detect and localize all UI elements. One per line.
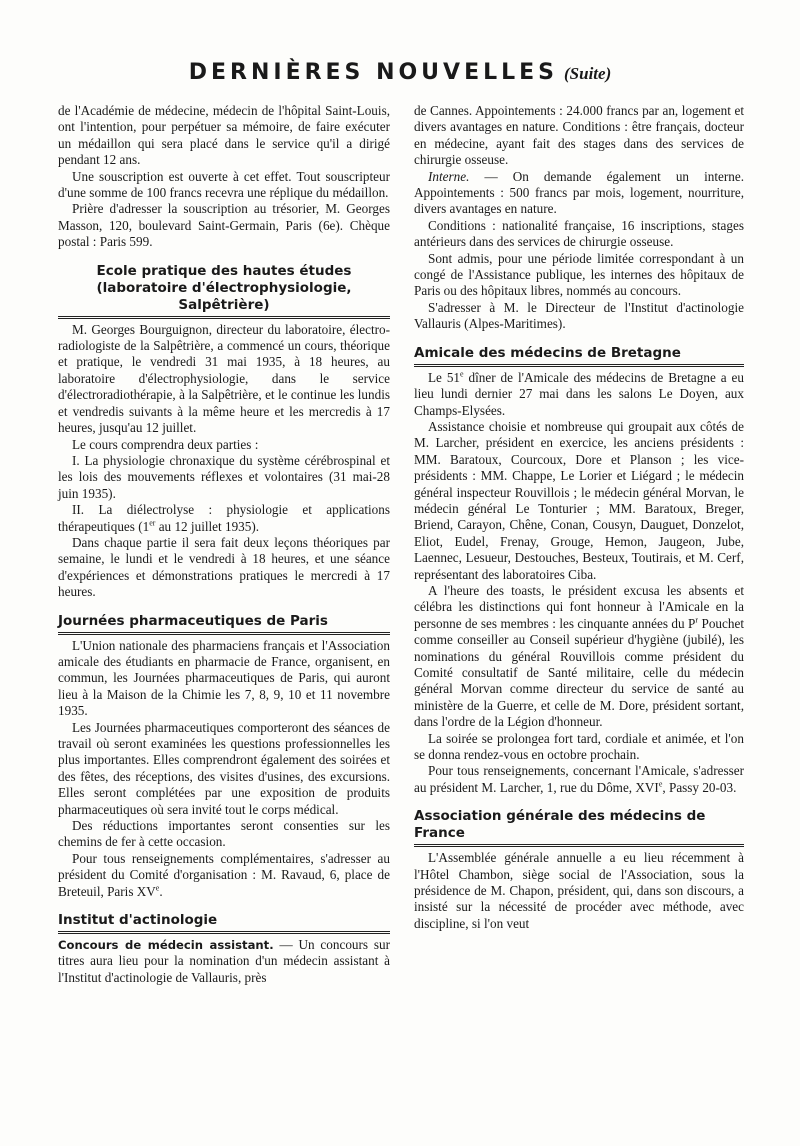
institut-cont-paragraph-5: S'adresser à M. le Directeur de l'Institut d'actinologie Vallauris (Alpes-Maritimes). xyxy=(414,299,744,332)
page-header xyxy=(0,60,800,85)
ecole-p4-sup: er xyxy=(149,518,156,528)
interne-lead: Interne. xyxy=(428,168,470,184)
journees-paragraph-3: Des réductions importantes seront consenties sur les chemins de fer à cette occasion. xyxy=(58,818,390,850)
amicale-p1-text-b: dîner de l'Amicale des médecins de Bretagne a eu lieu lundi dernier 27 mai dans les salons Le Doyen, aux Champs-Elysées. xyxy=(414,369,744,418)
ecole-paragraph-4 xyxy=(58,502,390,535)
section-association xyxy=(414,808,744,932)
association-paragraph-1: L'Assemblée générale annuelle a eu lieu récemment à l'Hôtel Chambon, siège social de l'Association, sous la présidence de M. Chapon, président, qui, dans son discours, a insisté sur la nécessité de procéder avec méthode, avec discipline, si l'on veut xyxy=(414,850,744,931)
section-title-association: Association générale des médecins de France xyxy=(414,808,744,847)
journees-paragraph-2: Les Journées pharmaceutiques comporteront des séances de travail où seront examinées les questions professionnelles les plus importantes. Elles comprendront également des soirées et des fêtes, des réceptions, des visites d'usines, des excursions. Elles seront complétées par une exposition de produits pharmaceutiques où sera invité tout le corps médical. xyxy=(58,719,390,817)
ecole-paragraph-3: I. La physiologie chronaxique du système cérébrospinal et les lois des mouvements réflexes et volontaires (31 mai-28 juin 1935). xyxy=(58,452,390,501)
intro-paragraph-3: Prière d'adresser la souscription au trésorier, M. Georges Masson, 120, boulevard Saint-Germain, Paris (6e). Chèque postal : Paris 599. xyxy=(58,201,390,250)
institut-cont-paragraph-3: Conditions : nationalité française, 16 inscriptions, stages antérieurs dans des services de chirurgie osseuse. xyxy=(414,217,744,250)
institut-cont-paragraph-1: de Cannes. Appointements : 24.000 francs par an, logement et divers avantages en nature. Conditions : être français, docteur en médecine, ayant fait des stages dans des services de chirurgie osseuse. xyxy=(414,103,744,168)
amicale-p3-text-b: Pouchet comme conseiller au Conseil supérieur d'hygiène (jubilé), les nominations du général Rouvillois comme président du Comité consultatif de Santé militaire, celle du médecin général Morvan comme directeur du service de santé au ministère de la Guerre, et celle de M. Dore, président sortant, dans l'ordre de la Légion d'honneur. xyxy=(414,615,744,730)
amicale-paragraph-5 xyxy=(414,763,744,796)
intro-paragraph-2: Une souscription est ouverte à cet effet. Tout souscripteur d'une somme de 100 francs recevra une réplique du médaillon. xyxy=(58,168,390,201)
journees-p4-text-a: Pour tous renseignements complémentaires, s'adresser au président du Comité d'organisation : M. Ravaud, 6, place de Breteuil, Paris XV xyxy=(58,850,390,899)
institut-cont-paragraph-2 xyxy=(414,169,744,218)
section-ecole xyxy=(58,263,390,601)
institut-lead: Concours de médecin assistant. xyxy=(58,938,274,953)
section-amicale xyxy=(414,345,744,797)
amicale-paragraph-2: Assistance choisie et nombreuse qui groupait aux côtés de M. Larcher, président en exercice, les anciens présidents : MM. Baratoux, Courcoux, Dore et Planson ; les vice-présidents : MM. Chappe, Le Lorier et Liégard ; le médecin général inspecteur Rouvillois ; le médecin général Morvan, le médecin général Le Tonturier ; MM. Baratoux, Breger, Briend, Carayon, Chêne, Conan, Cousyn, Dauguet, Donzelot, Eliot, Eudel, Frenay, Grouge, Hemon, Jaugeon, Jube, Laennec, Lesueur, Destouches, Besteux, Toutirais, et M. Cerf, représentant des laboratoires Ciba. xyxy=(414,418,744,582)
journees-paragraph-4 xyxy=(58,851,390,900)
section-title-ecole: Ecole pratique des hautes études (laboratoire d'électrophysiologie, Salpêtrière) xyxy=(58,263,390,319)
ecole-p4-text-a: II. La diélectrolyse : physiologie et applications thérapeutiques (1 xyxy=(58,502,390,534)
section-title-institut: Institut d'actinologie xyxy=(58,912,390,934)
section-title-amicale: Amicale des médecins de Bretagne xyxy=(414,345,744,367)
amicale-paragraph-1 xyxy=(414,370,744,419)
left-column xyxy=(58,103,390,986)
ecole-paragraph-2: Le cours comprendra deux parties : xyxy=(72,436,259,452)
interne-text: — On demande également un interne. Appointements : 500 francs par mois, logement, nourriture, divers avantages en nature. xyxy=(414,168,744,217)
ecole-p4-text-b: au 12 juillet 1935). xyxy=(155,518,260,534)
header-title: DERNIÈRES NOUVELLES xyxy=(188,60,559,85)
right-column xyxy=(414,103,744,932)
amicale-p3-text-a: A l'heure des toasts, le président excusa les absents et célébra les distinctions qui font honneur à l'Amicale en la personne de ses membres : les cinquante années du P xyxy=(414,582,744,631)
amicale-p3-sup: r xyxy=(695,615,699,625)
section-journees xyxy=(58,613,390,901)
amicale-paragraph-3 xyxy=(414,583,744,731)
amicale-paragraph-4: La soirée se prolongea fort tard, cordiale et animée, et l'on se donna rendez-vous en octobre prochain. xyxy=(414,730,744,763)
header-suite: (Suite) xyxy=(564,64,612,83)
amicale-p5-text-a: Pour tous renseignements, concernant l'Amicale, s'adresser au président M. Larcher, 1, rue du Dôme, XVI xyxy=(414,763,744,795)
institut-p1-text: — Un concours sur titres aura lieu pour la nomination d'un médecin assistant à l'Institut d'actinologie de Vallauris, près xyxy=(58,937,390,985)
ecole-paragraph-1: M. Georges Bourguignon, directeur du laboratoire, électro-radiologiste de la Salpêtrière, a commencé un cours, théorique et pratique, le vendredi 31 mai 1935, à 18 heures, au laboratoire d'électrophysiologie, dans le service d'électroradiothérapie, à la Salpêtrière, et le continue les lundis et vendredis suivants à la même heure et les mercredis à 17 heures, jusqu'au 12 juillet. xyxy=(58,321,390,436)
journees-p4-sup: e xyxy=(155,883,160,893)
amicale-p1-text-a: Le 51 xyxy=(428,369,461,385)
section-institut xyxy=(58,912,390,986)
intro-paragraph-1: de l'Académie de médecine, médecin de l'hôpital Saint-Louis, ont l'intention, pour perpétuer sa mémoire, de faire exécuter un médaillon qui sera placé dans le service qu'il a dirigé pendant 12 ans. xyxy=(58,103,390,168)
institut-paragraph-1 xyxy=(58,937,390,986)
section-title-journees: Journées pharmaceutiques de Paris xyxy=(58,613,390,635)
amicale-p1-sup: e xyxy=(460,369,464,379)
journees-p4-text-b: . xyxy=(159,883,163,899)
amicale-p5-text-b: , Passy 20-03. xyxy=(662,779,737,795)
ecole-paragraph-5: Dans chaque partie il sera fait deux leçons théoriques par semaine, le lundi et le vendredi à 18 heures, et une séance d'expériences et démonstrations pratiques le mercredi à 17 heures. xyxy=(58,534,390,600)
journees-paragraph-1: L'Union nationale des pharmaciens français et l'Association amicale des étudiants en pharmacie de France, organisent, en commun, les Journées pharmaceutiques de Paris, qui auront lieu à la Maison de la Chimie les 7, 8, 9, 10 et 11 novembre 1935. xyxy=(58,637,390,719)
institut-cont-paragraph-4: Sont admis, pour une période limitée correspondant à un congé de l'Assistance publique, les internes des hôpitaux de Paris ou des hôpitaux libres, nommés au concours. xyxy=(414,250,744,299)
amicale-p5-sup: e xyxy=(658,779,663,789)
